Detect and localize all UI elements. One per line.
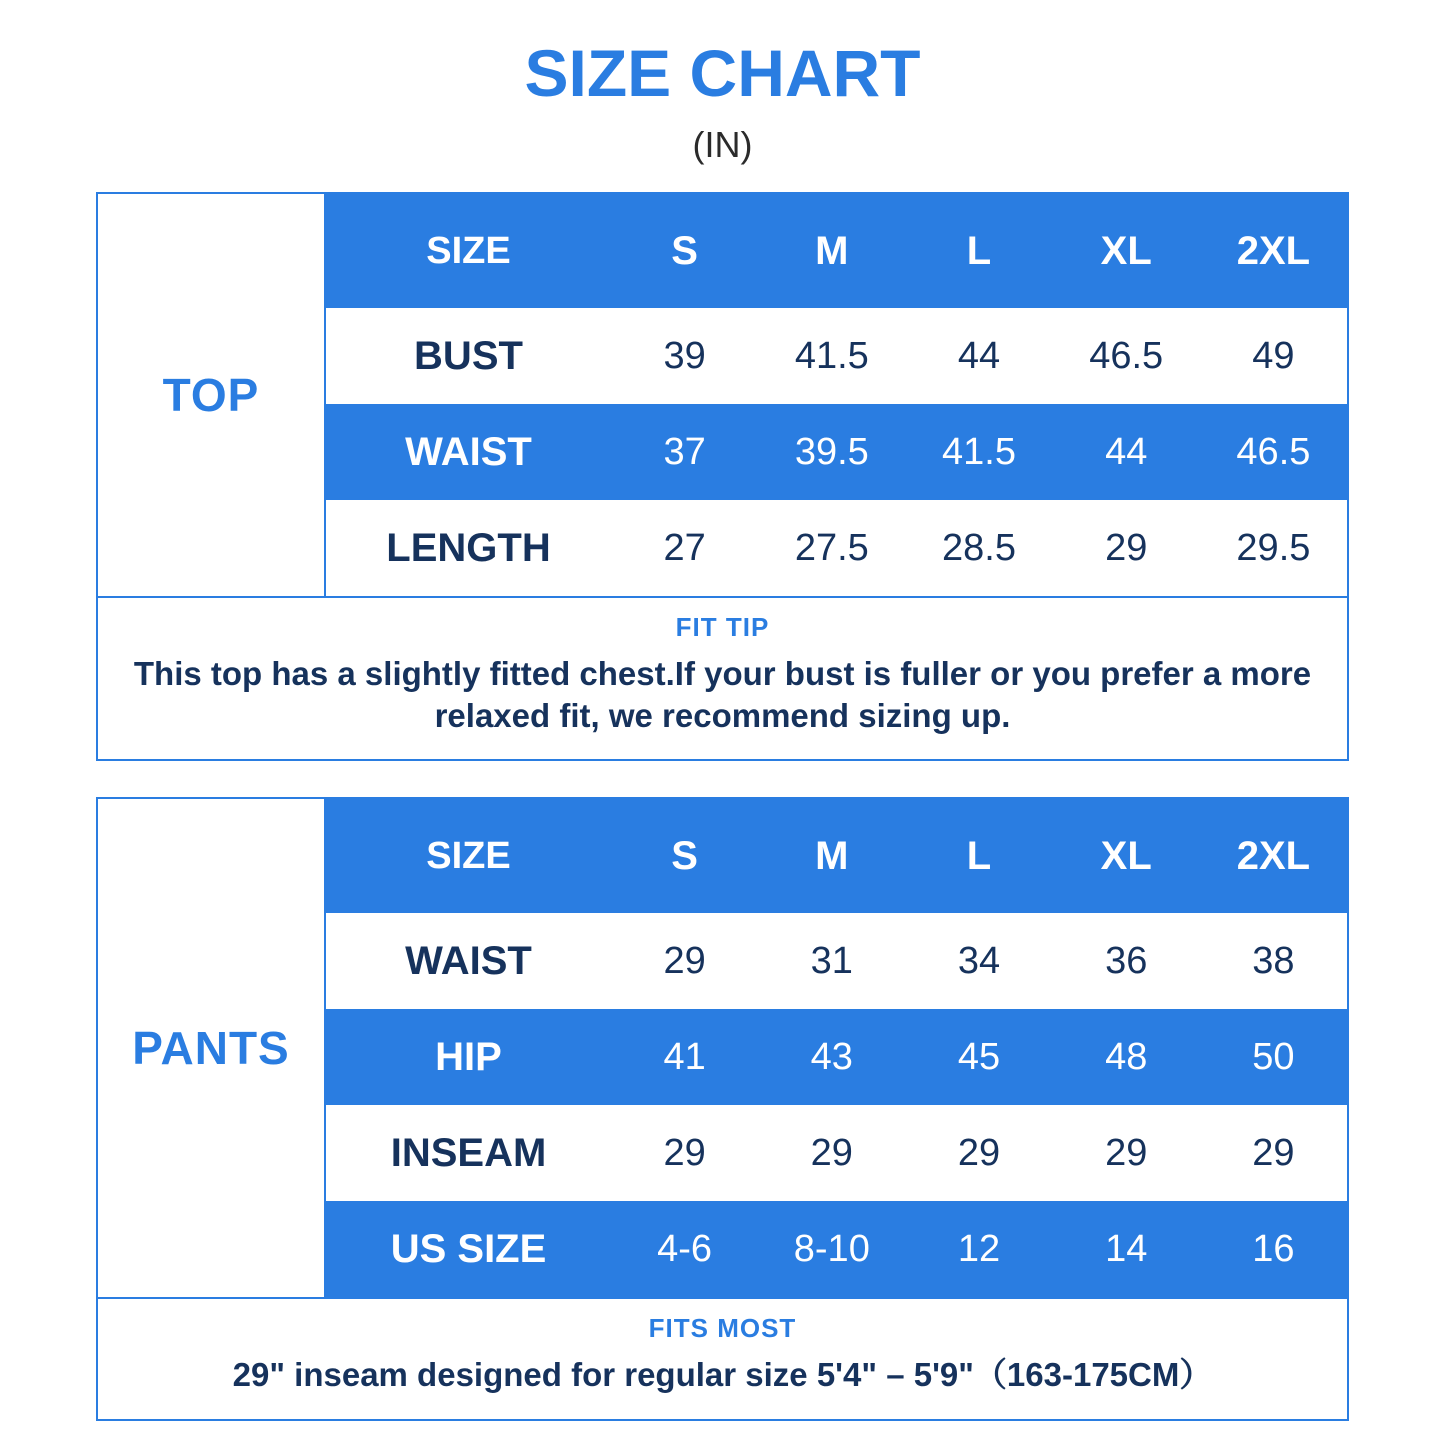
- column-header-xl: XL: [1100, 228, 1152, 273]
- cell-hip-2xl: 50: [1252, 1035, 1295, 1078]
- fit-tip-title: FIT TIP: [675, 612, 770, 642]
- column-header-l: L: [966, 228, 992, 273]
- cell-waist-m: 39.5: [794, 430, 869, 473]
- cell-length-xl: 29: [1105, 526, 1148, 569]
- cell-waist-s: 37: [663, 430, 706, 473]
- cell-bust-s: 39: [663, 334, 706, 377]
- cell-hip-s: 41: [663, 1035, 706, 1078]
- cell-length-2xl: 29.5: [1236, 526, 1311, 569]
- cell-inseam-m: 29: [810, 1131, 853, 1174]
- column-header-l: L: [966, 833, 992, 878]
- cell-inseam-2xl: 29: [1252, 1131, 1295, 1174]
- column-header-2xl: 2XL: [1236, 833, 1311, 878]
- cell-bust-2xl: 49: [1252, 334, 1295, 377]
- cell-length-s: 27: [663, 526, 706, 569]
- table-header-row: [326, 799, 1347, 913]
- table-row: [326, 404, 1347, 500]
- row-label-inseam: INSEAM: [390, 1130, 547, 1175]
- top-table-body: [98, 194, 1347, 596]
- cell-length-l: 28.5: [942, 526, 1016, 569]
- pants-table-body: [98, 799, 1347, 1297]
- table-row: [326, 1009, 1347, 1105]
- column-header-2xl: 2XL: [1236, 228, 1311, 273]
- row-label-waist: WAIST: [405, 429, 532, 474]
- top-table-grid: [326, 194, 1347, 596]
- table-row: [326, 913, 1347, 1009]
- column-header-m: M: [815, 228, 849, 273]
- row-label-bust: BUST: [414, 333, 523, 378]
- units-label: (IN): [692, 124, 753, 165]
- fits-most-text: 29" inseam designed for regular size 5'4" – 5'9"（163-175CM）: [232, 1356, 1213, 1394]
- fit-tip-text: This top has a slightly fitted chest.If your bust is fuller or you prefer a more relaxed fit, we recommend sizing up.: [133, 655, 1312, 735]
- cell-bust-m: 41.5: [794, 334, 869, 377]
- cell-us-size-l: 12: [957, 1227, 1001, 1270]
- cell-hip-xl: 48: [1105, 1035, 1148, 1078]
- cell-bust-xl: 46.5: [1089, 334, 1164, 377]
- table-row: [326, 1201, 1347, 1297]
- row-label-hip: HIP: [435, 1034, 502, 1079]
- fits-most-note: [98, 1297, 1347, 1418]
- cell-waist-l: 34: [957, 939, 1001, 982]
- cell-us-size-2xl: 16: [1252, 1227, 1295, 1270]
- row-label-length: LENGTH: [386, 525, 551, 570]
- cell-waist-xl: 44: [1105, 430, 1148, 473]
- column-header-size: SIZE: [426, 229, 511, 272]
- cell-hip-m: 43: [810, 1035, 853, 1078]
- cell-inseam-s: 29: [663, 1131, 706, 1174]
- table-row: [326, 1105, 1347, 1201]
- cell-waist-xl: 36: [1105, 939, 1148, 982]
- cell-us-size-m: 8-10: [793, 1227, 870, 1270]
- cell-waist-2xl: 46.5: [1236, 430, 1311, 473]
- column-header-xl: XL: [1100, 833, 1152, 878]
- cell-hip-l: 45: [957, 1035, 1001, 1078]
- column-header-size: SIZE: [426, 834, 511, 877]
- cell-inseam-l: 29: [957, 1131, 1001, 1174]
- section-label-pants: PANTS: [98, 799, 326, 1297]
- cell-bust-l: 44: [957, 334, 1001, 377]
- cell-waist-l: 41.5: [942, 430, 1016, 473]
- cell-waist-m: 31: [810, 939, 853, 982]
- table-row: [326, 500, 1347, 596]
- section-label-top: TOP: [98, 194, 326, 596]
- top-size-table-block: [96, 192, 1349, 761]
- table-header-row: [326, 194, 1347, 308]
- cell-us-size-xl: 14: [1105, 1227, 1148, 1270]
- column-header-m: M: [815, 833, 849, 878]
- cell-waist-s: 29: [663, 939, 706, 982]
- fits-most-title: FITS MOST: [648, 1313, 797, 1344]
- column-header-s: S: [671, 833, 698, 878]
- fit-tip-note: [98, 596, 1347, 759]
- row-label-us-size: US SIZE: [390, 1226, 547, 1271]
- pants-table-grid: [326, 799, 1347, 1297]
- cell-length-m: 27.5: [794, 526, 869, 569]
- pants-size-table-block: [96, 797, 1349, 1420]
- cell-inseam-xl: 29: [1105, 1131, 1148, 1174]
- table-row: [326, 308, 1347, 404]
- cell-us-size-s: 4-6: [657, 1227, 713, 1270]
- column-header-s: S: [671, 228, 698, 273]
- page-title: SIZE CHART: [524, 36, 921, 110]
- cell-waist-2xl: 38: [1252, 939, 1295, 982]
- row-label-waist: WAIST: [405, 938, 532, 983]
